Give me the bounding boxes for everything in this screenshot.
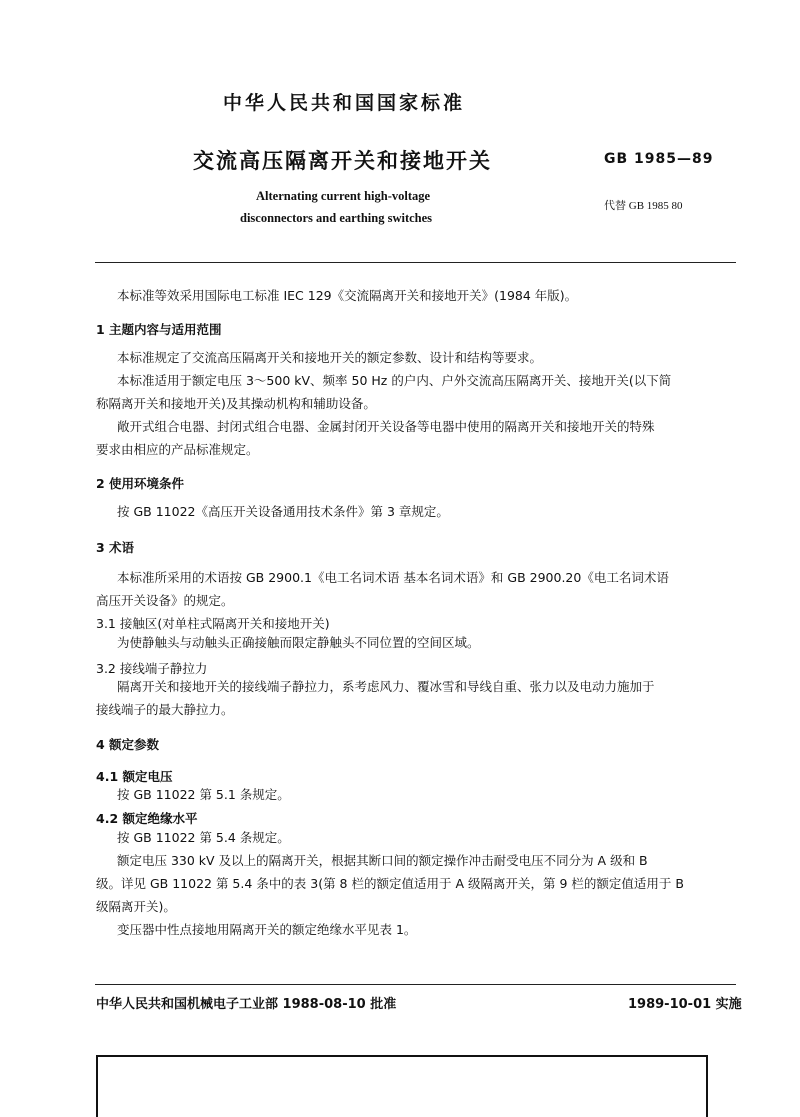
replaces-note: 代替 GB 1985 80	[604, 200, 683, 212]
section-4-2-text: 按 GB 11022 第 5.4 条规定。	[117, 830, 290, 845]
section-1-paragraph-3-line-1: 敞开式组合电器、封闭式组合电器、金属封闭开关设备等电器中使用的隔离开关和接地开关的特殊	[117, 419, 655, 434]
section-1-heading: 1 主题内容与适用范围	[96, 322, 222, 337]
section-4-paragraph-line-3: 级隔离开关)。	[96, 899, 176, 914]
section-3-2-heading: 3.2 接线端子静拉力	[96, 661, 208, 676]
section-1-paragraph-3-line-2: 要求由相应的产品标准规定。	[96, 442, 259, 457]
section-4-paragraph-line-2: 级。详见 GB 11022 第 5.4 条中的表 3(第 8 栏的额定值适用于 A 级隔离开关，第 9 栏的额定值适用于 B	[96, 876, 684, 891]
section-4-1-text: 按 GB 11022 第 5.1 条规定。	[117, 787, 290, 802]
section-3-1-text: 为使静触头与动触头正确接触而限定静触头不同位置的空间区域。	[117, 635, 480, 650]
section-4-paragraph-line-1: 额定电压 330 kV 及以上的隔离开关，根据其断口间的额定操作冲击耐受电压不同分为 A 级和 B	[117, 853, 648, 868]
section-4-heading: 4 额定参数	[96, 737, 160, 752]
section-3-heading: 3 术语	[96, 540, 135, 555]
section-3-paragraph-line-2: 高压开关设备》的规定。	[96, 593, 234, 608]
section-4-1-heading: 4.1 额定电压	[96, 769, 173, 784]
section-3-paragraph-line-1: 本标准所采用的术语按 GB 2900.1《电工名词术语 基本名词术语》和 GB 2900.20《电工名词术语	[117, 570, 669, 585]
section-3-2-text-line-1: 隔离开关和接地开关的接线端子静拉力，系考虑风力、覆冰雪和导线自重、张力以及电动力施加于	[117, 679, 655, 694]
section-2-paragraph: 按 GB 11022《高压开关设备通用技术条件》第 3 章规定。	[117, 504, 449, 519]
document-title-cn: 交流高压隔离开关和接地开关	[193, 149, 492, 173]
section-2-heading: 2 使用环境条件	[96, 476, 185, 491]
approval-note: 中华人民共和国机械电子工业部 1988-08-10 批准	[96, 997, 397, 1012]
document-title-en-line2: disconnectors and earthing switches	[240, 211, 433, 225]
section-4-paragraph-2: 变压器中性点接地用隔离开关的额定绝缘水平见表 1。	[117, 922, 417, 937]
page-frame-edge	[96, 1055, 708, 1117]
intro-paragraph: 本标准等效采用国际电工标准 IEC 129《交流隔离开关和接地开关》(1984 年版)。	[117, 288, 578, 303]
section-1-paragraph-1: 本标准规定了交流高压隔离开关和接地开关的额定参数、设计和结构等要求。	[117, 350, 543, 365]
section-3-2-text-line-2: 接线端子的最大静拉力。	[96, 702, 234, 717]
national-standard-label: 中华人民共和国国家标准	[223, 92, 466, 114]
header-divider	[95, 262, 736, 263]
standard-code: GB 1985—89	[604, 151, 714, 167]
section-1-paragraph-2-line-2: 称隔离开关和接地开关)及其操动机构和辅助设备。	[96, 396, 376, 411]
section-1-paragraph-2-line-1: 本标准适用于额定电压 3～500 kV、频率 50 Hz 的户内、户外交流高压隔离开关、接地开关(以下简	[117, 373, 672, 388]
document-title-en-line1: Alternating current high-voltage	[256, 189, 431, 203]
section-4-2-heading: 4.2 额定绝缘水平	[96, 811, 198, 826]
section-3-1-heading: 3.1 接触区(对单柱式隔离开关和接地开关)	[96, 616, 330, 631]
footer-divider	[95, 984, 736, 985]
implementation-date: 1989-10-01 实施	[628, 997, 742, 1012]
